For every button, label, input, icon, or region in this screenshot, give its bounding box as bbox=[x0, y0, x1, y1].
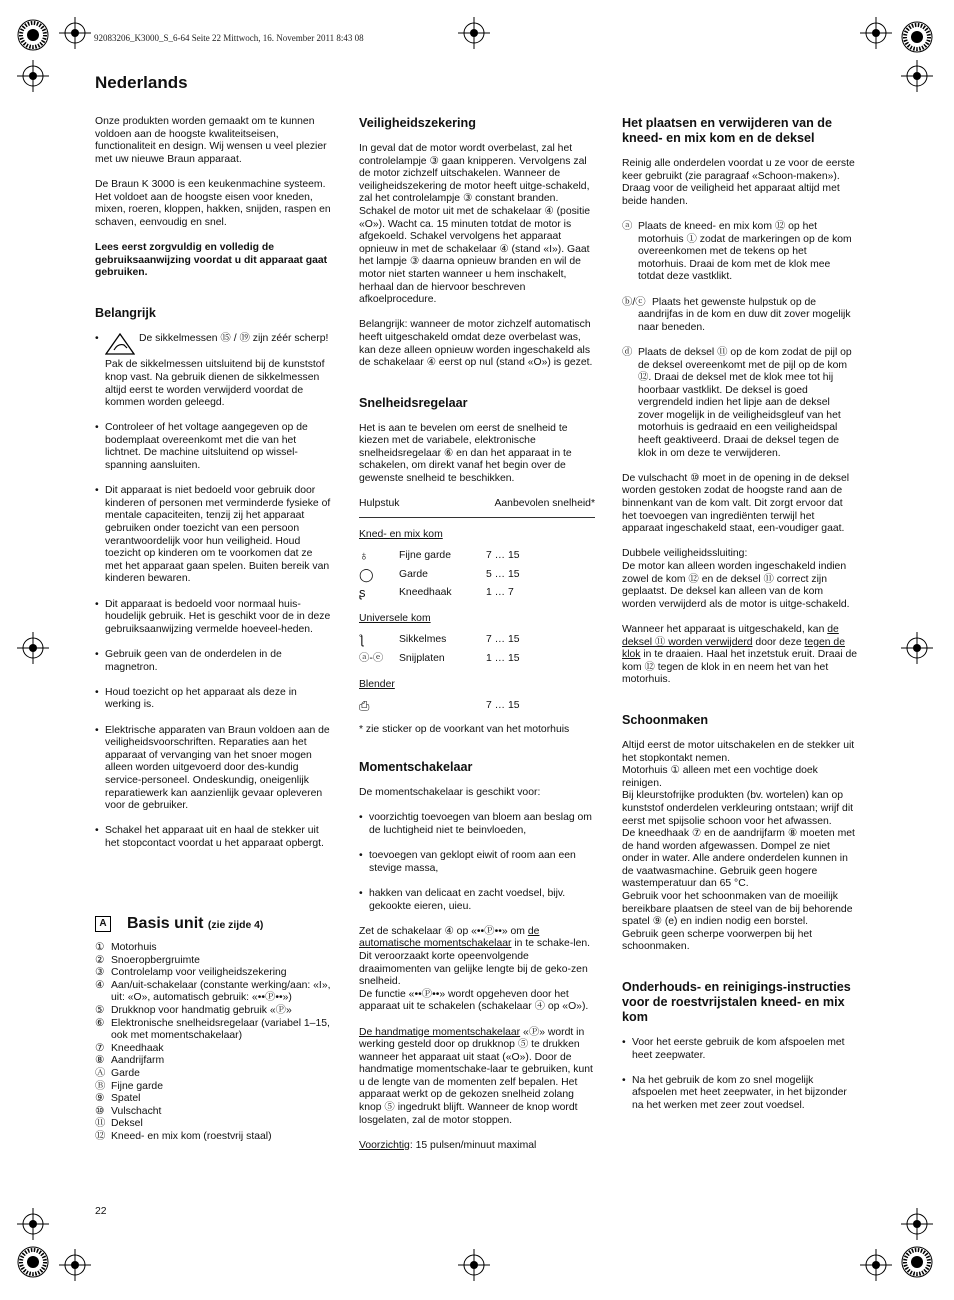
column-header: Hulpstuk bbox=[359, 498, 400, 510]
column-1 bbox=[95, 116, 331, 863]
part-row bbox=[95, 1106, 335, 1119]
part-label: Garde bbox=[111, 1067, 140, 1079]
column-header: Aanbevolen snelheid* bbox=[494, 498, 595, 510]
intro-paragraph-2: De Braun K 3000 is een keukenmachine systeem. Het voldoet aan de hoogste eisen voor kneden, mixen, roeren, kloppen, hakken, snijden, raspen en schaven, eenvoudig en snel. bbox=[95, 178, 331, 228]
slicing-discs-icon: ⓐ-ⓔ bbox=[359, 652, 384, 664]
step: ⓑ/ⓒ Plaats het gewenste hulpstuk op de aandrijfas in de kom en duw dit zover mogelijk naar beneden. bbox=[622, 296, 851, 333]
table-header bbox=[359, 498, 595, 518]
paragraph: De momentschakelaar is geschikt voor: bbox=[359, 787, 541, 799]
veiligheidszekering-heading: Veiligheidszekering bbox=[359, 116, 476, 130]
list-item: • Dit apparaat is bedoeld voor normaal huis-houdelijk gebruik. Het is geschikt voor de in deze gebruiksaanwijzing vermelde hoeveel-heden. bbox=[95, 599, 331, 637]
list-item: • Na het gebruik de kom zo snel mogelijk afspoelen met heet zeepwater, in het bijzonder na het werken met zeer zout voedsel. bbox=[622, 1075, 858, 1113]
intro-paragraph-3: Lees eerst zorgvuldig en volledig de gebruiksaanwijzing voordat u dit apparaat gaat gebruiken. bbox=[95, 241, 328, 279]
part-number: ④ bbox=[95, 979, 105, 991]
parts-list bbox=[95, 942, 335, 1144]
part-label: Deksel bbox=[111, 1118, 143, 1130]
part-label: Aan/uit-schakelaar (constante werking/aan: «I», uit: «O», automatisch gebruik: «••Ⓟ••») bbox=[111, 979, 331, 1004]
paragraph: Wanneer het apparaat is uitgeschakeld, kan de deksel ⑪ worden verwijderd door deze tegen de klok in te draaien. Haal het inzetstuk eruit. Draai de kom ⑫ tegen de klok in en neem het van het motorhuis. bbox=[622, 623, 858, 686]
part-label: Snoeropbergruimte bbox=[111, 954, 200, 966]
paragraph: In geval dat de motor wordt overbelast, zal het controlelampje ③ gaan knipperen. Vervolgens zal de motor zichzelf uitschakelen. Wanneer de veiligheidszekering de motor heeft uitge-schakeld, zal het controlelampje ③ constant branden. Schakel de motor uit met de schakelaar ④ (positie «O»). Wacht ca. 15 minuten totdat de motor is afgekoeld. Schakel vervolgens het apparaat opnieuw in met de schakelaar ④ (stand «I»). Gaat het lampje ③ daarna opnieuw branden en wil de motor niet starten wanneer u hem inschakelt, herhaal dan de hiervoor beschreven afkoelprocedure. bbox=[359, 143, 591, 306]
part-label: Kneedhaak bbox=[111, 1042, 164, 1054]
paragraph: De handmatige momentschakelaar «Ⓟ» wordt in werking gesteld door op drukknop ⑤ te drukken wanneer het apparaat uit staat («O»). Door de handmatige momentschake-laar te gebruiken, kunt u de lengte van de momenten zelf bepalen. Het apparaat werkt op de gekozen snelheid zolang knop ⑤ ingedrukt blijft. Wanneer de knop wordt losgelaten, zal de motor stoppen. bbox=[359, 1026, 593, 1126]
blender-icon: ⎙ bbox=[359, 698, 370, 714]
table-cell: Snijplaten bbox=[399, 652, 445, 664]
paragraph: De vulschacht ⑩ moet in de opening in de deksel worden gestoken zodat de hoogste rand aan de binnenkant van de kom valt. Dit zorgt ervoor dat het toevoegen van ingrediënten terwijl het apparaat ingeschakeld staat, een-voudiger gaat. bbox=[622, 472, 850, 535]
part-row bbox=[95, 1068, 335, 1081]
list-item: • Houd toezicht op het apparaat als deze in werking is. bbox=[95, 687, 331, 712]
list-item: • Voor het eerste gebruik de kom afspoelen met heet zeepwater. bbox=[622, 1037, 858, 1062]
momentschakelaar-heading: Momentschakelaar bbox=[359, 760, 473, 775]
table-cell: Fijne garde bbox=[399, 550, 451, 562]
belangrijk-heading: Belangrijk bbox=[95, 305, 156, 320]
part-label: Drukknop voor handmatig gebruik «Ⓟ» bbox=[111, 1004, 292, 1016]
part-number: ⑤ bbox=[95, 1004, 105, 1016]
list-item: • toevoegen van geklopt eiwit of room aan een stevige massa, bbox=[359, 850, 595, 875]
blade-instructions: Pak de sikkelmessen uitsluitend bij de kunststof knop vast. Na gebruik dienen de sikkelmessen altijd eerst te worden verwijderd voordat de kommen worden geleegd. bbox=[105, 359, 325, 409]
step: ⓐ Plaats de kneed- en mix kom ⑫ op het motorhuis ① zodat de markeringen op de kom overeenkomen met de tekens op het motorhuis. Draai de kom met de klok mee totdat deze vastklikt. bbox=[622, 220, 852, 283]
part-row bbox=[95, 1005, 335, 1018]
part-row bbox=[95, 942, 335, 955]
basis-unit-subtitle: (zie zijde 4) bbox=[207, 920, 264, 931]
table-section-label: Universele kom bbox=[359, 612, 431, 624]
part-number: ⑧ bbox=[95, 1055, 105, 1067]
part-number: ⑩ bbox=[95, 1105, 105, 1117]
part-number: Ⓑ bbox=[95, 1080, 106, 1092]
list-item: • voorzichtig toevoegen van bloem aan beslag om de luchtigheid niet te beinvloeden, bbox=[359, 812, 595, 837]
paragraph: Draag voor de veiligheid het apparaat altijd met beide handen. bbox=[622, 183, 840, 207]
paragraph: Dubbele veiligheidssluiting: De motor kan alleen worden ingeschakeld indien zowel de kom ⑫ en de deksel ⑪ correct zijn geplaatst. De deksel kan alleen van de kom worden verwijderd als de motor is uitge-schakeld. bbox=[622, 548, 850, 610]
column-3 bbox=[622, 116, 858, 1125]
safety-list bbox=[95, 333, 331, 851]
table-cell: 7 … 15 bbox=[486, 550, 520, 562]
table-row bbox=[359, 697, 595, 716]
part-label: Elektronische snelheidsregelaar (variabel 1–15, ook met momentschakelaar) bbox=[111, 1017, 330, 1042]
part-row bbox=[95, 967, 335, 980]
whisk-icon: ♁ bbox=[359, 548, 369, 564]
table-section-label: Kned- en mix kom bbox=[359, 528, 443, 540]
part-label: Fijne garde bbox=[111, 1080, 163, 1092]
part-row bbox=[95, 1018, 335, 1043]
table-row bbox=[359, 650, 595, 669]
part-number: Ⓐ bbox=[95, 1067, 106, 1079]
intro-paragraph-1: Onze produkten worden gemaakt om te kunnen voldoen aan de hoogste kwaliteitseisen, functionaliteit en design. Wij wensen u veel plezier met uw nieuwe Braun apparaat. bbox=[95, 116, 327, 165]
table-footnote: * zie sticker op de voorkant van het motorhuis bbox=[359, 723, 570, 735]
part-row bbox=[95, 1081, 335, 1094]
section-label-box: A bbox=[95, 916, 111, 932]
part-row bbox=[95, 1131, 335, 1144]
snelheidsregelaar-heading: Snelheidsregelaar bbox=[359, 395, 468, 410]
part-number: ⑫ bbox=[95, 1130, 106, 1142]
table-cell: 7 … 15 bbox=[486, 700, 520, 712]
table-cell: Garde bbox=[399, 568, 428, 580]
list-item: • Elektrische apparaten van Braun voldoen aan de veiligheidsvoorschriften. Reparaties aan het apparaat of vervanging van het snoer mogen alleen worden uitgevoerd door des-kundig service-personeel. Ondeskundig, oneigenlijk reparatiewerk kan aanzienlijk gevaar opleveren voor de gebruiker. bbox=[95, 725, 331, 813]
page-number: 22 bbox=[95, 1206, 107, 1217]
column-2 bbox=[359, 116, 595, 1165]
part-row bbox=[95, 1118, 335, 1131]
part-label: Kneed- en mix kom (roestvrij staal) bbox=[111, 1130, 272, 1142]
print-header: 92083206_K3000_S_6-64 Seite 22 Mittwoch, 16. November 2011 8:43 08 bbox=[94, 33, 364, 43]
part-number: ③ bbox=[95, 967, 105, 979]
part-label: Spatel bbox=[111, 1093, 141, 1105]
list-item bbox=[95, 333, 331, 410]
list-item: • Schakel het apparaat uit en haal de stekker uit het stopcontact voordat u het apparaat opbergt. bbox=[95, 825, 331, 850]
list-item: • hakken van delicaat en zacht voedsel, bijv. gekookte eieren, uieu. bbox=[359, 888, 595, 913]
part-number: ⑦ bbox=[95, 1042, 105, 1054]
table-cell: Kneedhaak bbox=[399, 587, 452, 599]
schoonmaken-heading: Schoonmaken bbox=[622, 712, 709, 727]
table-cell: 5 … 15 bbox=[486, 568, 520, 580]
maintenance-list bbox=[622, 1037, 858, 1113]
table-row bbox=[359, 584, 595, 603]
basis-unit-heading bbox=[127, 915, 263, 933]
table-row bbox=[359, 566, 595, 585]
table-row bbox=[359, 547, 595, 566]
paragraph: Belangrijk: wanneer de motor zichzelf automatisch heeft uitgeschakeld omdat deze overbelast was, kan deze alleen opnieuw worden ingeschakeld als de schakelaar ④ eerst op nul (stand «O») is gezet. bbox=[359, 319, 593, 369]
list-item: • Gebruik geen van de onderdelen in de magnetron. bbox=[95, 649, 331, 674]
speed-table bbox=[359, 498, 595, 736]
dough-hook-icon: ʂ bbox=[359, 585, 366, 601]
list-item: • Dit apparaat is niet bedoeld voor gebruik door kinderen of personen met verminderde fysieke of mentale capaciteiten, tenzij zij het apparaat gebruiken onder toezicht van een persoon verantwoordelijk voor hun veiligheid. Houd toezicht op kinderen om te voorkomen dat ze met het apparaat gaan spelen. Buiten bereik van kinderen bewaren. bbox=[95, 485, 331, 586]
paragraph: Voorzichtig: 15 pulsen/minuut maximal bbox=[359, 1139, 537, 1151]
blade-warning-text: • De sikkelmessen ⑮ / ⑲ zijn zéér scherp! bbox=[139, 332, 329, 344]
language-title: Nederlands bbox=[95, 73, 188, 92]
part-number: ① bbox=[95, 942, 105, 953]
table-cell: 7 … 15 bbox=[486, 634, 520, 646]
table-cell: Sikkelmes bbox=[399, 634, 447, 646]
blade-icon: ƪ bbox=[359, 632, 364, 648]
part-row bbox=[95, 1043, 335, 1056]
part-number: ⑨ bbox=[95, 1093, 105, 1105]
part-row bbox=[95, 980, 335, 1005]
list-item: • Controleer of het voltage aangegeven op de bodemplaat overeenkomt met die van het lichtnet. De machine uitsluitend op wissel-spanning aansluiten. bbox=[95, 422, 331, 472]
paragraph: Het is aan te bevelen om eerst de snelheid te kiezen met de variabele, elektronische snelheidsregelaar ⑥ en dan het apparaat in te schakelen, om direkt vanaf het begin over de gewenste snelheid te beschikken. bbox=[359, 422, 572, 485]
part-row bbox=[95, 1055, 335, 1068]
part-row bbox=[95, 955, 335, 968]
table-cell: 1 … 7 bbox=[486, 587, 514, 599]
paragraph: De functie «••Ⓟ••» wordt opgeheven door het apparaat uit te schakelen (schakelaar ④ op «O»). bbox=[359, 988, 589, 1013]
part-number: ⑪ bbox=[95, 1118, 106, 1130]
part-label: Aandrijfarm bbox=[111, 1055, 165, 1067]
part-label: Controlelamp voor veiligheidszekering bbox=[111, 967, 287, 979]
part-number: ② bbox=[95, 954, 105, 966]
onderhoud-heading: Onderhouds- en reinigings-instructies voor de roestvrijstalen kneed- en mix kom bbox=[622, 980, 851, 1025]
step: ⓓ Plaats de deksel ⑪ op de kom zodat de pijl op de deksel overeenkomt met de pijl op de kom ⑫. Draai de deksel met de klok mee tot hij hoorbaar vastklikt. De deksel is goed vergrendeld indien het lipje aan de deksel zover mogelijk in de veiligheidsgleuf van het motorhuis is gedraaid en een veiligheidspal heeft geaktiveerd. Draai de deksel tegen de klok in om deze te verwijderen. bbox=[622, 346, 852, 459]
part-row bbox=[95, 1093, 335, 1106]
plaatsen-heading: Het plaatsen en verwijderen van de kneed- en mix kom en de deksel bbox=[622, 116, 832, 145]
table-row bbox=[359, 632, 595, 651]
part-number: ⑥ bbox=[95, 1017, 105, 1029]
part-label: Vulschacht bbox=[111, 1105, 162, 1117]
table-section-label: Blender bbox=[359, 678, 395, 690]
table-cell: 1 … 15 bbox=[486, 652, 520, 664]
beater-icon: ◯ bbox=[359, 566, 374, 582]
basis-unit-title: Basis unit bbox=[127, 915, 204, 932]
warning-hand-icon bbox=[105, 333, 139, 360]
pulse-uses-list bbox=[359, 812, 595, 913]
paragraph: Altijd eerst de motor uitschakelen en de stekker uit het stopkontakt nemen. Motorhuis ① alleen met een vochtige doek reinigen. Bij kleurstofrijke produkten (bv. wortelen) kan op kunststof onderdelen verkleuring ontstaan; wrijf dit eerst met spijsolie schoon voor het afwassen. De kneedhaak ⑦ en de aandrijfarm ⑧ moeten met de hand worden afgewassen. Dompel ze niet onder in water. Alle andere onderdelen kunnen in de vaatwasmachine. Gebruik geen hogere wastemperatuur dan 65 °C. Gebruik voor het schoonmaken van de moeilijk bereikbare plaatsen de steel van de bij behorende spatel ⑨ (e) en indien nodig een borstel. Gebruik geen scherpe voorwerpen bij het schoonmaken. bbox=[622, 739, 855, 953]
paragraph: Zet de schakelaar ④ op «••Ⓟ••» om de automatische momentschakelaar in te schake-len. Dit veroorzaakt korte opeenvolgende draaimomenten van gelijke lengte bij de geko-zen snelheid. bbox=[359, 925, 591, 988]
part-label: Motorhuis bbox=[111, 942, 157, 953]
paragraph: Reinig alle onderdelen voordat u ze voor de eerste keer gebruikt (zie paragraaf «Schoon-maken»). bbox=[622, 158, 855, 182]
